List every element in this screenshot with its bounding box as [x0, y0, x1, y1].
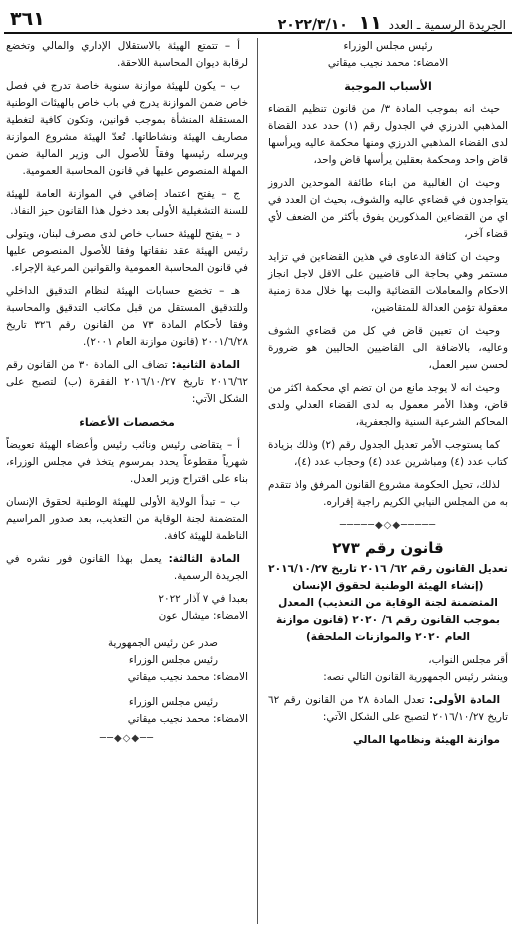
- article-two-label: المادة الثانية:: [171, 359, 240, 371]
- header-rule: [4, 32, 512, 34]
- article-one-label: المادة الأولى:: [429, 694, 501, 706]
- article-one-text: تعدل المادة ٢٨ من القانون رقم ٦٢ تاريخ ٢٠١٦/١٠/٢٧ لتصبح على الشكل الآتي:: [268, 694, 508, 723]
- article-one: [268, 692, 508, 726]
- president-signature: الامضاء: ميشال عون: [158, 610, 248, 622]
- reason-paragraph: وحيث ان كثافة الدعاوى في هذين القضاءين في تزايد مستمر وهي بحاجة الى قاضيين على الاقل لاجل انجاز الاحكام والمعاملات القضائية والبت بها خلال مدة زمنية معقولة تؤمن العدالة للمتقاضين،: [268, 251, 508, 314]
- law-title: تعديل القانون رقم ٦٢/ ٢٠١٦ تاريخ ٢٠١٦/١٠/٢٧ (إنشاء الهيئة الوطنية لحقوق الإنسان المتضمنة لجنة الوقاية من التعذيب) المعدل بموجب القانون رقم ٦/ ٢٠٢٠ (قانون موازنة العام ٢٠٢٠ والموازنات الملحقة): [268, 563, 508, 643]
- article-three-text: يعمل بهذا القانون فور نشره في الجريدة الرسمية.: [6, 553, 248, 582]
- reasons-title: الأسباب الموجبة: [344, 80, 432, 93]
- article-two-text: تضاف الى المادة ٣٠ من القانون رقم ٢٠١٦/٦٢ تاريخ ٢٠١٦/١٠/٢٧ الفقرة (ب) لتصبح على الشكل الآتي:: [6, 359, 248, 405]
- budget-clause: ج – يفتح اعتماد إضافي في الموازنة العامة للهيئة للسنة التشغيلية الأولى بعد دخول هذا القانون حيز النفاذ.: [6, 188, 248, 217]
- budget-clause: هـ – تخضع حسابات الهيئة لنظام التدقيق الداخلي وللتدقيق المستقل من قبل مكاتب التدقيق والمحاسبة وفقا لأحكام المادة ٧٣ من القانون رقم ٣٢٦ تاريخ ٢٠٠١/٦/٢٨ (قانون موازنة العام ٢٠٠١).: [6, 285, 248, 348]
- page-header: [6, 6, 510, 32]
- reason-paragraph: وحيث ان تعيين قاض في كل من قضاءي الشوف وعاليه، بالاضافة الى القاضيين الحاليين هو ضرورة لحسن سير العمل،: [268, 325, 508, 371]
- column-divider: [257, 38, 258, 924]
- reason-paragraph: كما يستوجب الأمر تعديل الجدول رقم (٢) وذلك بزيادة كتاب عدد (٤) ومباشرين عدد (٤) وحجاب عدد (٤)،: [268, 439, 508, 468]
- issue-date: ٢٠٢٢/٣/١٠: [277, 17, 348, 33]
- pm-signature: الامضاء: محمد نجيب ميقاتي: [327, 57, 449, 69]
- pm-title: رئيس مجلس الوزراء: [128, 654, 218, 666]
- left-column: [6, 38, 248, 753]
- section-ornament: ──◆◇◆──: [99, 733, 155, 744]
- section-ornament: ─────◆◇◆─────: [339, 520, 437, 531]
- gazette-name: الجريدة الرسمية ـ العدد: [388, 18, 506, 32]
- enactment-line: أقر مجلس النواب،: [428, 654, 508, 666]
- reason-paragraph: وحيث انه لا يوجد مانع من ان تضم اي محكمة اكثر من قاض، وهذا الأمر معمول به لدى القضاء العدلي ولدى المحاكم الشرعية السنية والجعفرية،: [268, 382, 508, 428]
- issue-number: ١١: [358, 12, 382, 34]
- pm-title: رئيس مجلس الوزراء: [343, 40, 433, 52]
- allocation-clause: ب – تبدأ الولاية الأولى للهيئة الوطنية لحقوق الإنسان المتضمنة لجنة الوقاية من التعذيب، بعد صدور المراسيم الناظمة للهيئة كافة.: [6, 496, 248, 542]
- allocations-title: مخصصات الأعضاء: [79, 416, 175, 429]
- budget-clause: أ – تتمتع الهيئة بالاستقلال الإداري والمالي وتخضع لرقابة ديوان المحاسبة اللاحقة.: [6, 40, 248, 69]
- issued-by: صدر عن رئيس الجمهورية: [107, 637, 218, 649]
- place-date: بعبدا في ٧ آذار ٢٠٢٢: [158, 593, 248, 605]
- article-three-label: المادة الثالثة:: [168, 553, 240, 565]
- budget-clause: ب – يكون للهيئة موازنة سنوية خاصة تدرج في فصل خاص ضمن الموازنة يدرج في باب خاص بالهيئات الوطنية المستقلة المنشأة بموجب قوانين، وتكون كافية لتغطية مصاريف الهيئة ونشاطاتها. تُعدّ الهيئة مشروع الموازنة ويرسله رئيسها وفقاً للأصول الى وزير المالية ضمن المهلة المنصوص عليها في قانون المحاسبة العمومية.: [6, 80, 248, 177]
- pm-signature: الامضاء: محمد نجيب ميقاتي: [127, 671, 248, 683]
- pm-signature: الامضاء: محمد نجيب ميقاتي: [127, 713, 248, 725]
- right-column: [268, 38, 508, 755]
- article-one-heading: موازنة الهيئة ونظامها المالي: [353, 734, 500, 746]
- pm-title: رئيس مجلس الوزراء: [128, 696, 218, 708]
- article-two: [6, 357, 248, 408]
- law-number: قانون رقم ٢٧٣: [332, 539, 444, 557]
- gazette-masthead: [278, 12, 506, 34]
- allocation-clause: أ – يتقاضى رئيس ونائب رئيس وأعضاء الهيئة تعويضاً شهرياً مقطوعاً يحدد بمرسوم يتخذ في مجلس الوزراء، بناء على اقتراح وزير العدل.: [6, 439, 248, 485]
- reason-paragraph: لذلك، تحيل الحكومة مشروع القانون المرفق واذ تتقدم به من المجلس النيابي الكريم راجية إقراره.: [268, 479, 508, 508]
- enactment-line: وينشر رئيس الجمهورية القانون التالي نصه:: [323, 671, 508, 683]
- budget-clause: د – يفتح للهيئة حساب خاص لدى مصرف لبنان، ويتولى رئيس الهيئة عقد نفقاتها وفقا للأصول المنصوص عليها في قانون المحاسبة العمومية والقوانين المرعية الإجراء.: [6, 228, 248, 274]
- article-three: [6, 551, 248, 585]
- reason-paragraph: حيث انه بموجب المادة ٣/ من قانون تنظيم القضاء المذهبي الدرزي في الجدول رقم (١) حدد عدد القضاة لدى القضاء المذهبي الدرزي ومنها محكمة عاليه ويرأسها قاض واحد ومحكمة بعقلين يرأسها قاض واحد،: [268, 103, 508, 166]
- reason-paragraph: وحيث ان الغالبية من ابناء طائفة الموحدين الدروز يتواجدون في قضاءي عاليه والشوف، بحيث ان العدد في اي من القضاءين المذكورين يفوق بأكثر من الضعف لأي قضاء آخر،: [268, 177, 508, 240]
- page-number: ٣٦١: [10, 8, 45, 30]
